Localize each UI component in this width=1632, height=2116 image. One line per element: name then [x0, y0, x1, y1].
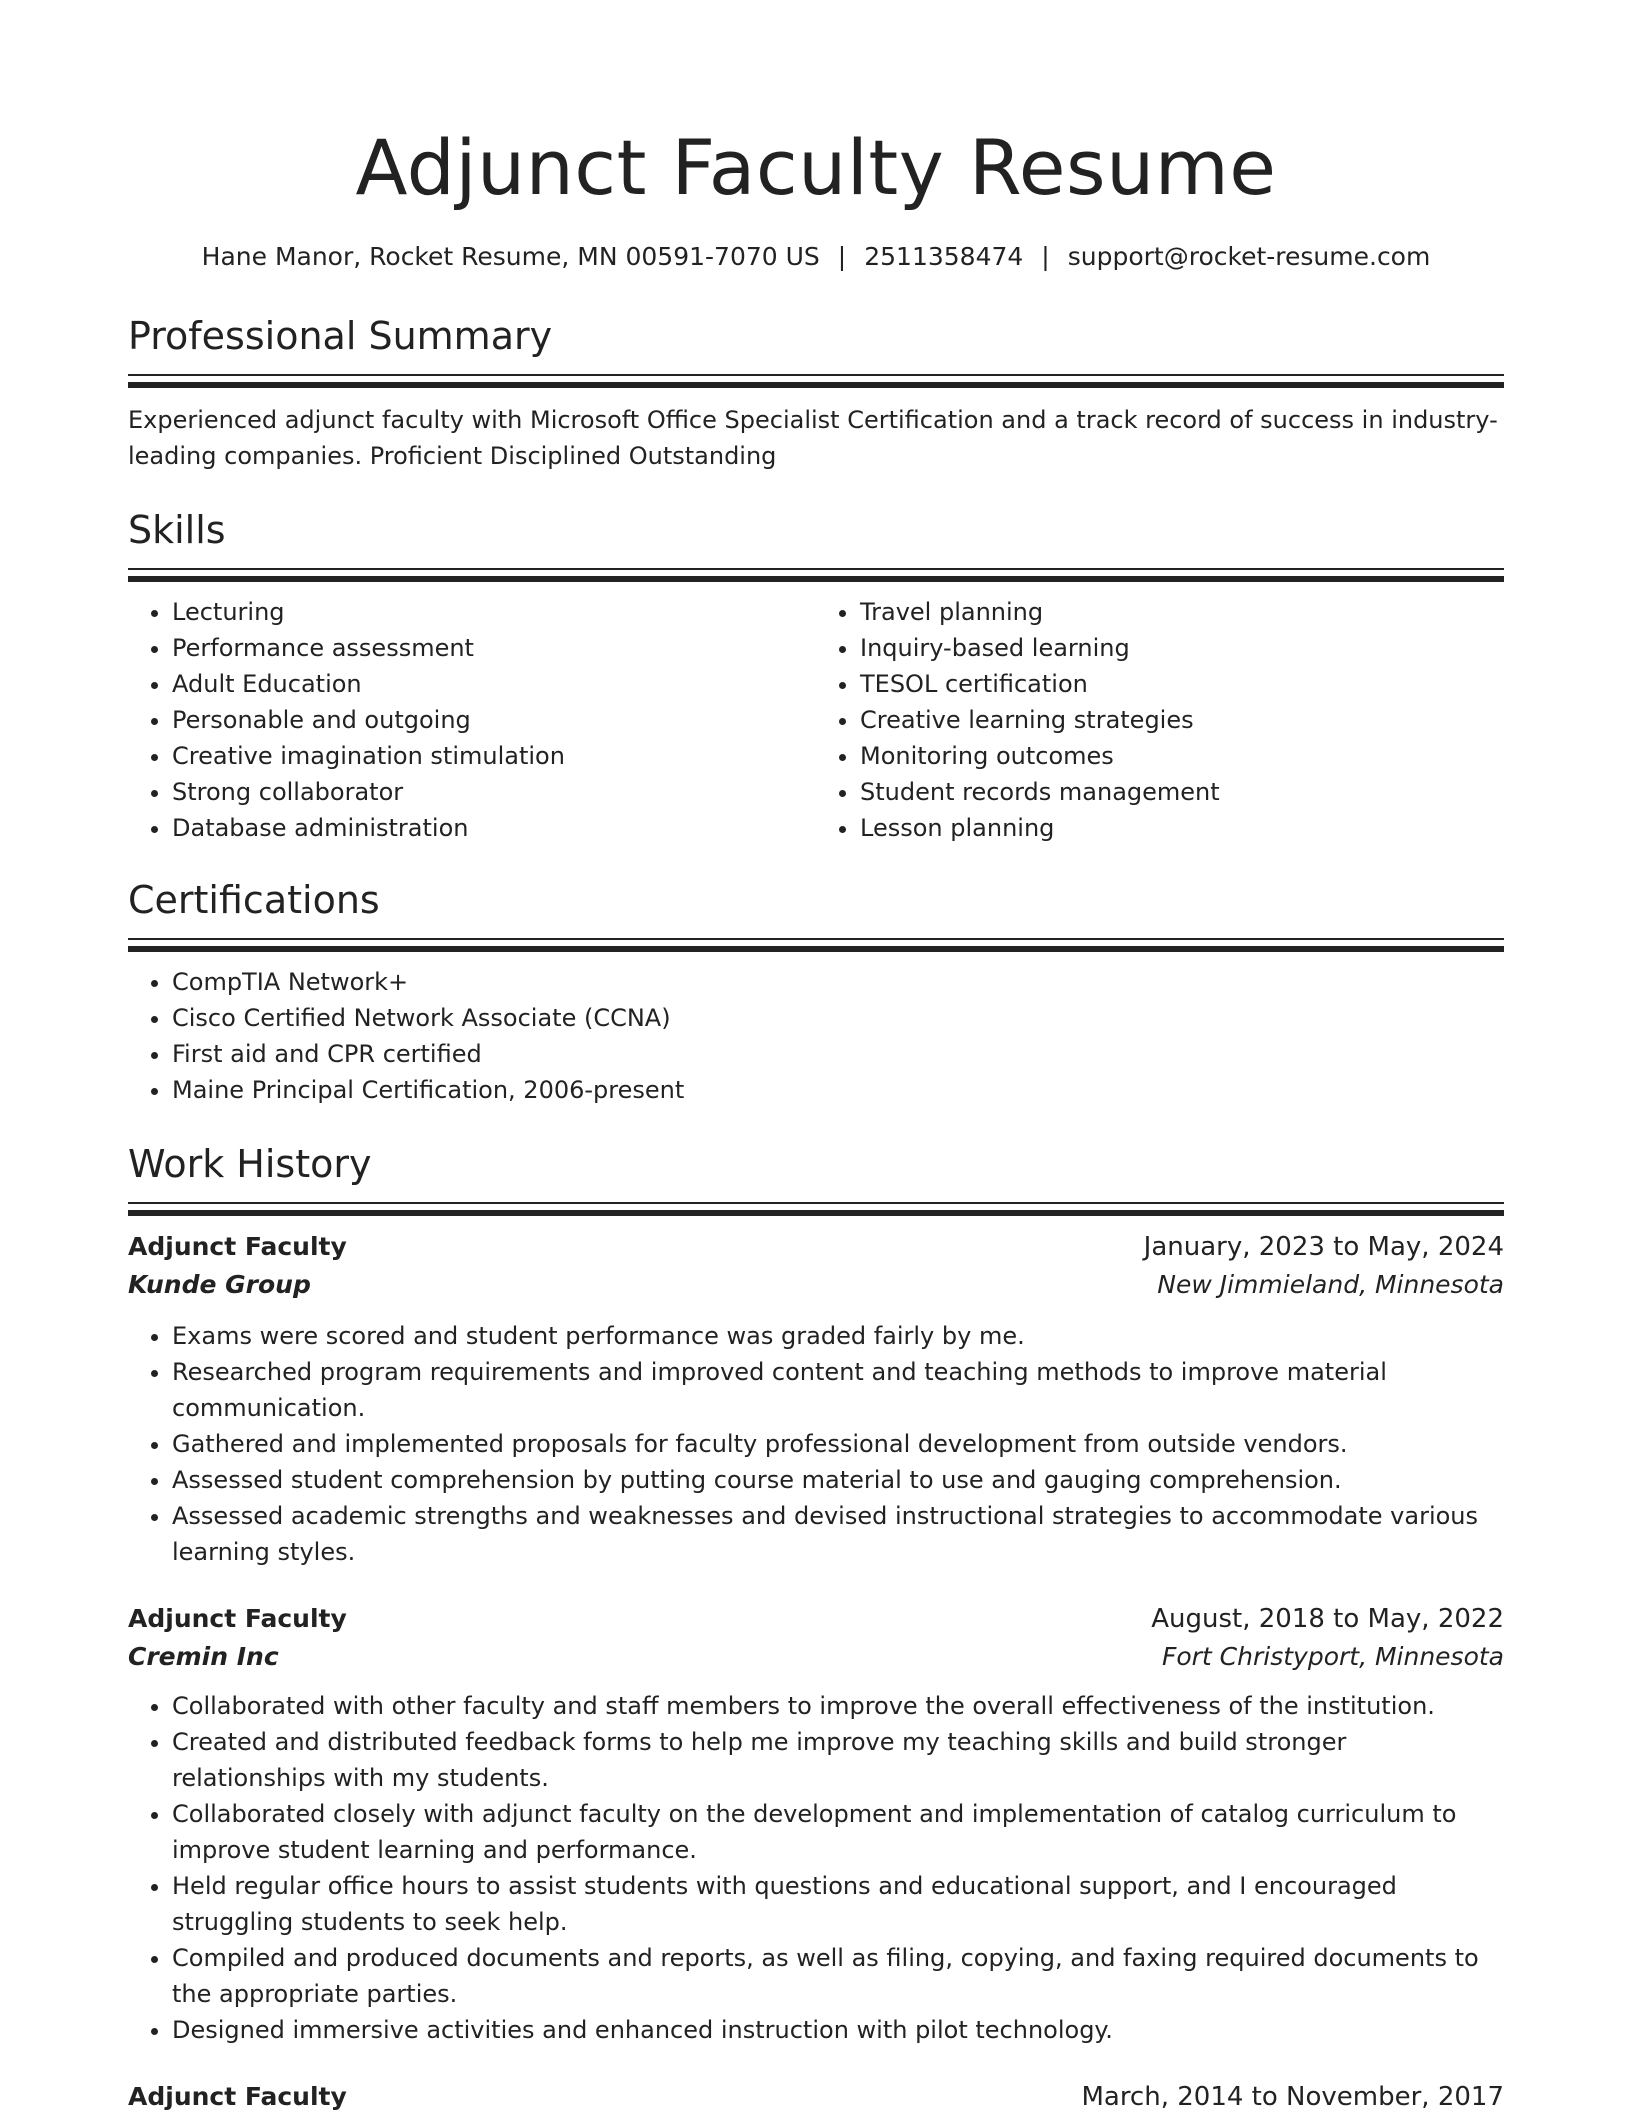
section-divider-thick [128, 1210, 1504, 1216]
job-bullet: • Collaborated with other faculty and staff members to improve the overall effectiveness of the institution. [172, 1688, 1504, 1724]
job-dates: January, 2023 to May, 2024 [1143, 1232, 1504, 1262]
phone: 2511358474 [864, 242, 1024, 271]
job-company: Kunde Group [128, 1270, 311, 1299]
address: Hane Manor, Rocket Resume, MN 00591-7070 US [201, 242, 820, 271]
certifications-list [128, 964, 1504, 1108]
job-entry [128, 1228, 1504, 1570]
skills-grid [128, 594, 1504, 846]
skill-item: • Student records management [860, 774, 1504, 810]
section-divider [128, 1202, 1504, 1204]
section-divider-thick [128, 946, 1504, 952]
job-title: Adjunct Faculty [128, 2082, 347, 2111]
job-bullet: • Held regular office hours to assist students with questions and educational support, and I encouraged struggling students to seek help. [172, 1868, 1504, 1940]
job-entry [128, 2078, 1504, 2116]
skill-item: • TESOL certification [860, 666, 1504, 702]
job-dates: March, 2014 to November, 2017 [1081, 2082, 1504, 2112]
section-divider [128, 938, 1504, 940]
job-title: Adjunct Faculty [128, 1604, 347, 1633]
job-company-row [128, 1266, 1504, 1304]
job-header-row [128, 1228, 1504, 1266]
skill-item: • Inquiry-based learning [860, 630, 1504, 666]
job-bullet: • Researched program requirements and improved content and teaching methods to improve material communication. [172, 1354, 1504, 1426]
skill-item: • Database administration [172, 810, 816, 846]
job-bullet: • Assessed student comprehension by putting course material to use and gauging comprehension. [172, 1462, 1504, 1498]
contact-line [128, 240, 1504, 274]
job-company: Cremin Inc [128, 1642, 279, 1671]
section-heading-certifications: Certifications [128, 878, 380, 922]
contact-separator: | [837, 242, 847, 271]
skill-item: • Performance assessment [172, 630, 816, 666]
job-bullets [128, 1318, 1504, 1570]
skill-item: • Creative imagination stimulation [172, 738, 816, 774]
skill-item: • Travel planning [860, 594, 1504, 630]
skills-list-left [128, 594, 816, 846]
job-location: New Jimmieland, Minnesota [1157, 1270, 1504, 1299]
job-header-row [128, 1600, 1504, 1638]
job-dates: August, 2018 to May, 2022 [1151, 1604, 1504, 1634]
job-company-row [128, 1638, 1504, 1676]
section-heading-work-history: Work History [128, 1142, 372, 1186]
certification-item: • Cisco Certified Network Associate (CCNA) [172, 1000, 1504, 1036]
certifications-section [128, 876, 1504, 1108]
skill-item: • Creative learning strategies [860, 702, 1504, 738]
section-divider-thick [128, 576, 1504, 582]
email: support@rocket-resume.com [1067, 242, 1431, 271]
summary-text: Experienced adjunct faculty with Microsoft Office Specialist Certification and a track record of success in industry-leading companies. Proficient Disciplined Outstanding [128, 406, 1498, 470]
job-bullet: • Compiled and produced documents and reports, as well as filing, copying, and faxing required documents to the appropriate parties. [172, 1940, 1504, 2012]
job-location: Fort Christyport, Minnesota [1161, 1642, 1504, 1671]
certification-item: • CompTIA Network+ [172, 964, 1504, 1000]
job-title: Adjunct Faculty [128, 1232, 347, 1261]
job-bullets [128, 1688, 1504, 2048]
job-bullet: • Gathered and implemented proposals for faculty professional development from outside vendors. [172, 1426, 1504, 1462]
section-heading-summary: Professional Summary [128, 314, 553, 358]
job-bullet: • Collaborated closely with adjunct faculty on the development and implementation of catalog curriculum to improve student learning and performance. [172, 1796, 1504, 1868]
certification-item: • First aid and CPR certified [172, 1036, 1504, 1072]
skill-item: • Personable and outgoing [172, 702, 816, 738]
skill-item: • Monitoring outcomes [860, 738, 1504, 774]
summary-section [128, 312, 1504, 474]
skill-item: • Lesson planning [860, 810, 1504, 846]
contact-separator: | [1041, 242, 1050, 271]
job-bullet: • Designed immersive activities and enhanced instruction with pilot technology. [172, 2012, 1504, 2048]
job-bullet: • Created and distributed feedback forms to help me improve my teaching skills and build stronger relationships with my students. [172, 1724, 1504, 1796]
skill-item: • Adult Education [172, 666, 816, 702]
section-divider [128, 374, 1504, 376]
job-bullet: • Assessed academic strengths and weaknesses and devised instructional strategies to accommodate various learning styles. [172, 1498, 1504, 1570]
job-header-row [128, 2078, 1504, 2116]
skills-section [128, 506, 1504, 846]
skills-list-right [816, 594, 1504, 846]
skill-item: • Lecturing [172, 594, 816, 630]
job-bullet: • Exams were scored and student performance was graded fairly by me. [172, 1318, 1504, 1354]
section-heading-skills: Skills [128, 508, 226, 552]
job-entry [128, 1600, 1504, 2048]
section-divider-thick [128, 382, 1504, 388]
section-divider [128, 568, 1504, 570]
certification-item: • Maine Principal Certification, 2006-present [172, 1072, 1504, 1108]
skill-item: • Strong collaborator [172, 774, 816, 810]
page-title: Adjunct Faculty Resume [355, 123, 1277, 212]
work-history-section [128, 1140, 1504, 2116]
